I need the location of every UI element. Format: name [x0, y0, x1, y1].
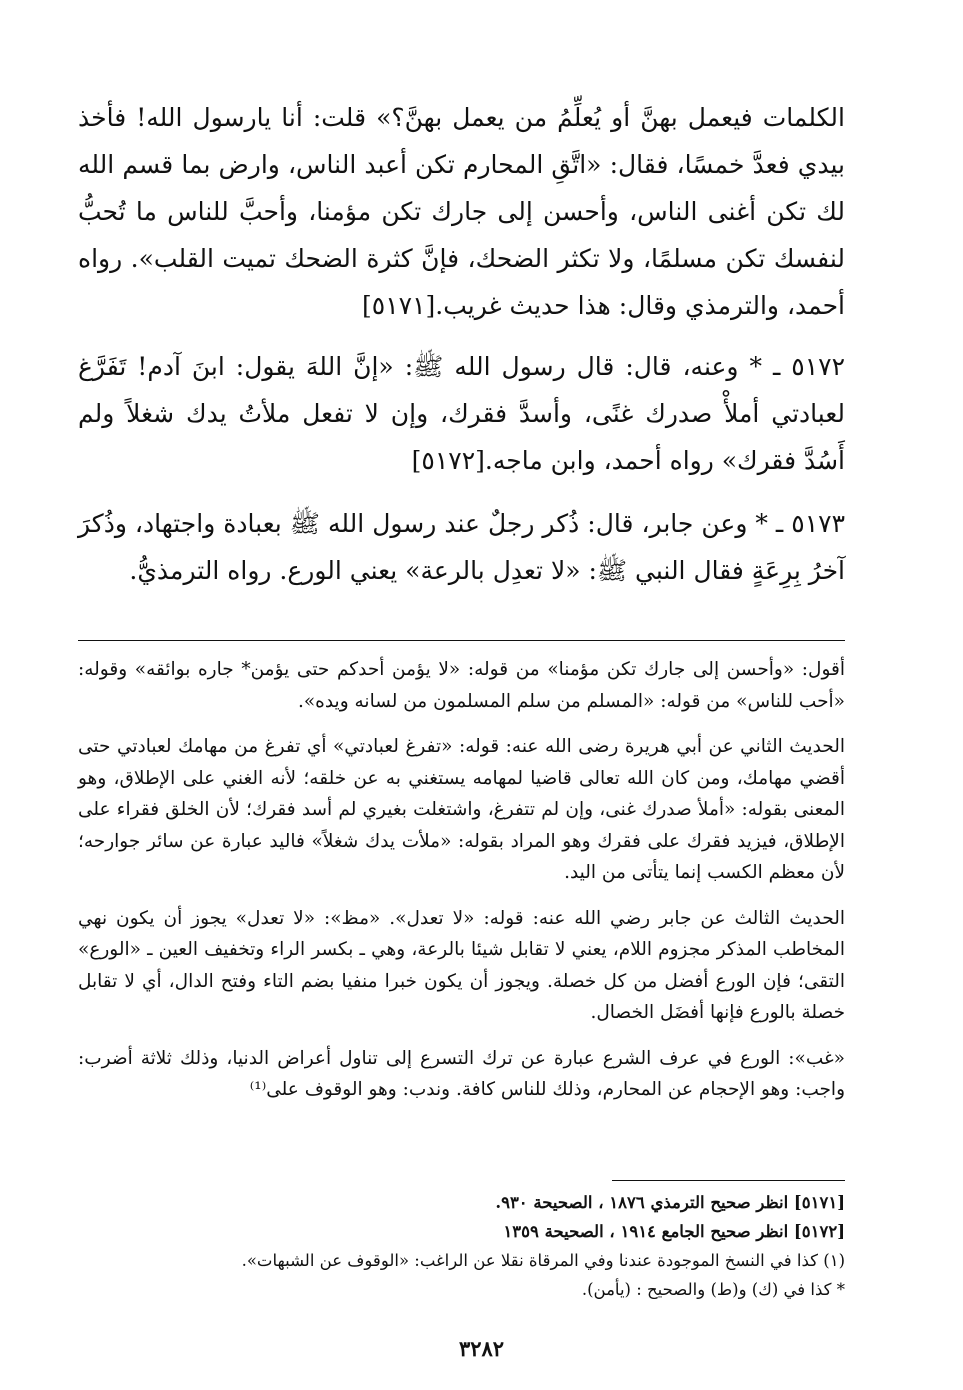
footnote-star: * كذا في (ك) و(ط) والصحيح : (يأمن).	[581, 1280, 845, 1299]
commentary-para-3: الحديث الثالث عن جابر رضي الله عنه: قوله: «لا تعدل». «مظ»: «لا تعدل» يجوز أن يكون نهي المخاطب المذكر مجزوم اللام، يعني لا تقابل شيئا بالرعة، وهي ـ بكسر الراء وتخفيف العين ـ «الورع» التقى؛ فإن الورع أفضل من كل خصلة. ويجوز أن يكون خبرا منفيا بضم التاء وفتح الدال، أي لا تقابل خصلة بالورع فإنها أفضَل الخصال.	[78, 907, 845, 1023]
footnote-1: (١) كذا في النسخ الموجودة عندنا وفي المرقاة نقلا عن الراغب: «الوقوف عن الشبهات».	[241, 1251, 845, 1270]
commentary-para-4: «غب»: الورع في عرف الشرع عبارة عن ترك التسرع إلى تناول أعراض الدنيا، وذلك ثلاثة أضرب: واجب: وهو الإحجام عن المحارم، وذلك للناس كافة. وندب: وهو الوقوف على⁽¹⁾	[78, 1047, 845, 1100]
commentary-para-1: أقول: «وأحسن إلى جارك تكن مؤمنا» من قوله: «لا يؤمن أحدكم حتى يؤمن* جاره بوائقه» وقوله: «أحب للناس» من قوله: «المسلم من سلم المسلمون من لسانه ويده».	[78, 659, 845, 712]
page-number: ٣٢٨٢	[458, 1336, 505, 1361]
hadith-5172: ٥١٧٢ ـ * وعنه، قال: قال رسول الله ﷺ: «إنَّ اللهَ يقول: ابنَ آدم! تَفَرَّغ لعبادتي أملأْ صدرك غنًى، وأسدَّ فقرك، وإن لا تفعل ملأتُ يدك شغلاً ولم أَسُدَّ فقرك» رواه أحمد، وابن ماجه.[٥١٧٢]	[78, 352, 845, 475]
hadith-text	[78, 94, 845, 610]
commentary-para-2: الحديث الثاني عن أبي هريرة رضى الله عنه: قوله: «تفرغ لعبادتي» أي تفرغ من مهامك لعبادتي حتى أقضي مهامك، ومن كان الله تعالى قاضيا لمهامه يستغني به عن خلقه؛ لأنه الغني على الإطلاق، وهو المعنى بقوله: «أملأ صدرك غنى، وإن لم تتفرغ، واشتغلت بغيري لم أسد فقرك؛ لأن الخلق فقراء على الإطلاق، فيزيد فقرك على فقرك وهو المراد بقوله: «ملأت يدك شغلاً» فاليد عبارة عن سائر جوارحه؛ لأن معظم الكسب إنما يتأتى من اليد.	[78, 736, 845, 883]
hadith-5173: ٥١٧٣ ـ * وعن جابر، قال: ذُكر رجلٌ عند رسول الله ﷺ بعبادة واجتهاد، وذُكرَ آخرُ بِرِعَةٍ فقال النبي ﷺ: «لا تعدِل بالرعة» يعني الورع. رواه الترمذيُّ.	[78, 509, 845, 585]
footnote-5171: [٥١٧١] انظر صحيح الترمذي ١٨٧٦ ، الصحيحة ٩٣٠.	[495, 1193, 845, 1212]
section-divider	[78, 640, 845, 641]
commentary	[78, 654, 845, 1120]
footnotes	[120, 1188, 845, 1304]
footnote-divider	[612, 1180, 845, 1181]
footnote-5172: [٥١٧٢] انظر صحيح الجامع ١٩١٤ ، الصحيحة ١٣٥٩	[503, 1222, 845, 1241]
hadith-5171-end: الكلمات فيعمل بهنَّ أو يُعلِّمُ من يعمل بهنَّ؟» قلت: أنا يارسول الله! فأخذ بيدي فعدَّ خمسًا، فقال: «اتَّقِ المحارم تكن أعبد الناس، وارض بما قسم الله لك تكن أغنى الناس، وأحسن إلى جارك تكن مؤمنا، وأحبَّ للناس ما تُحبُّ لنفسك تكن مسلمًا، ولا تكثر الضحك، فإنَّ كثرة الضحك تميت القلب». رواه أحمد، والترمذي وقال: هذا حديث غريب.[٥١٧١]	[78, 103, 845, 320]
